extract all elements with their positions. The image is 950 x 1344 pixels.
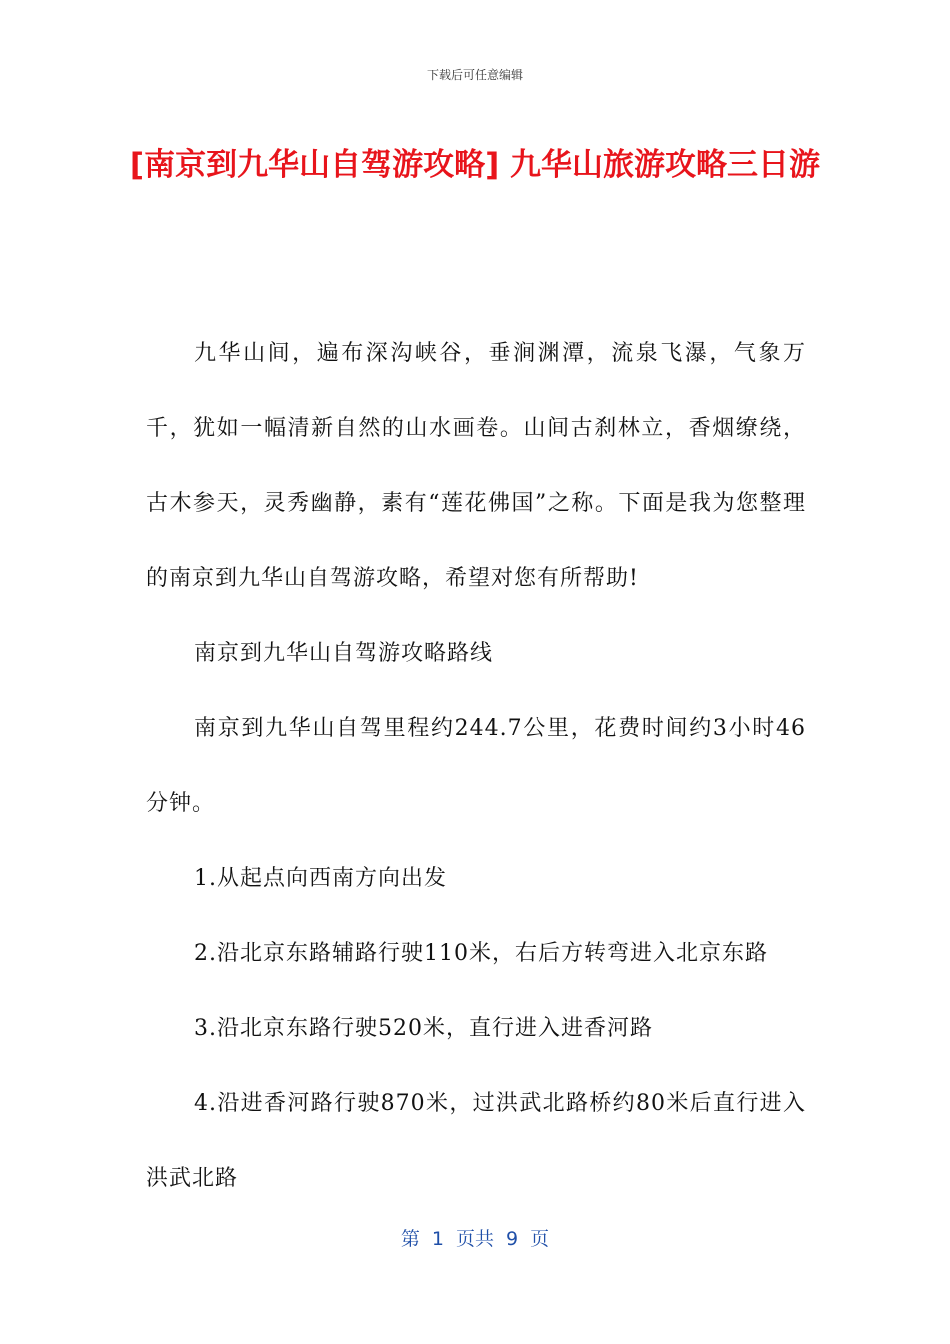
- document-title: [南京到九华山自驾游攻略] 九华山旅游攻略三日游: [129, 147, 821, 183]
- route-step-3: 3.沿北京东路行驶520米，直行进入进香河路: [194, 1016, 653, 1041]
- document-body: [146, 316, 806, 1216]
- total-pages-number: 9: [506, 1228, 519, 1250]
- route-step-4: 4.沿进香河路行驶870米，过洪武北路桥约80米后直行进入洪武北路: [146, 1091, 806, 1191]
- route-step-2: 2.沿北京东路辅路行驶110米，右后方转弯进入北京东路: [194, 941, 768, 966]
- page-label-suffix: 页: [530, 1228, 550, 1250]
- route-step-1: 1.从起点向西南方向出发: [194, 866, 447, 891]
- intro-paragraph: 九华山间，遍布深沟峡谷，垂涧渊潭，流泉飞瀑，气象万千，犹如一幅清新自然的山水画卷。山间古刹林立，香烟缭绕，古木参天，灵秀幽静，素有“莲花佛国”之称。下面是我为您整理的南京到九华山自驾游攻略，希望对您有所帮助!: [146, 341, 806, 591]
- header-note: 下载后可任意编辑: [426, 68, 523, 82]
- page-label-prefix: 第: [400, 1228, 420, 1250]
- section-heading: 南京到九华山自驾游攻略路线: [194, 641, 494, 666]
- current-page-number: 1: [431, 1228, 444, 1250]
- page-footer: [0, 1224, 950, 1251]
- distance-paragraph: 南京到九华山自驾里程约244.7公里，花费时间约3小时46分钟。: [146, 716, 806, 816]
- page-label-mid: 页共: [455, 1228, 494, 1250]
